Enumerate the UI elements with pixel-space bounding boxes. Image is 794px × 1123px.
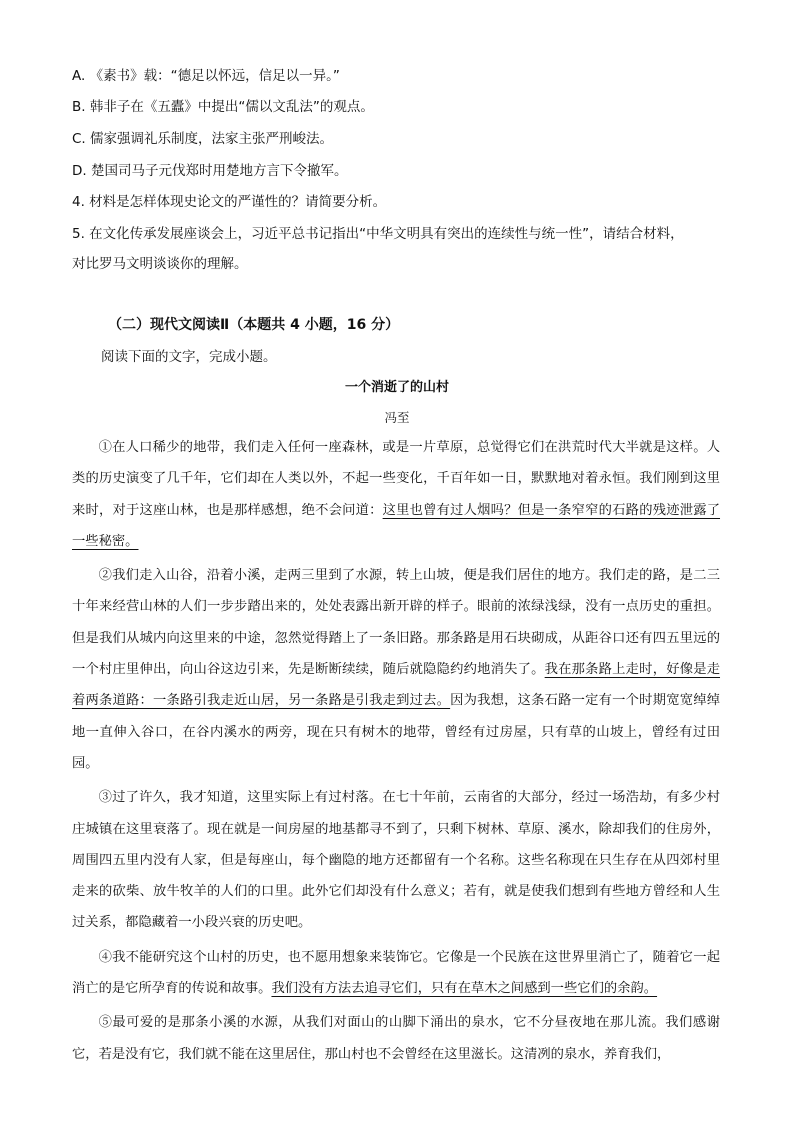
paragraph-2-text-end: 因为我想，这条石路一定有一个时期宽宽绰绰地一直伸入谷口，在谷内溪水的两旁，现在只有树木的地带，曾经有过房屋，只有草的山坡上，曾经有过田园。 [72,693,721,771]
paragraph-5: ⑤最可爱的是那条小溪的水源，从我们对面山的山脚下涌出的泉水，它不分昼夜地在那儿流。我们感谢它，若是没有它，我们就不能在这里居住，那山村也不会曾经在这里滋长。这清冽的泉水，养育我们， [72,1015,720,1062]
paragraph-2 [72,560,720,779]
underlined-sentence-2: 我在那条路上走时，好像是走着两条道路：一条路引我走近山居，另一条路是引我走到过去。 [72,662,721,709]
section-heading: （二）现代文阅读Ⅱ（本题共 4 小题，16 分） [108,317,400,333]
article-author: 冯至 [384,410,410,425]
question-4: 4. 材料是怎样体现史论文的严谨性的？请简要分析。 [72,194,387,210]
underlined-sentence-3: 我们没有方法去追寻它们，只有在草木之间感到一些它们的余韵。 [271,981,658,997]
paragraph-4 [72,942,720,1005]
paragraph-1 [72,432,720,557]
option-b: B. 韩非子在《五蠹》中提出“儒以文乱法”的观点。 [72,99,374,115]
article-title: 一个消逝了的山村 [344,380,449,395]
paragraph-3: ③过了许久，我才知道，这里实际上有过村落。在七十年前，云南省的大部分，经过一场浩劫，有多少村庄城镇在这里衰落了。现在就是一间房屋的地基都寻不到了，只剩下树林、草原、溪水，除却我们的住房外，周围四五里内没有人家，但是每座山，每个幽隐的地方还都留有一个名称。这些名称现在只生存在从四郊村里走来的砍柴、放牛牧羊的人们的口里。此外它们却没有什么意义；若有，就是使我们想到有些地方曾经和人生过关系，都隐藏着一小段兴衰的历史吧。 [72,790,720,931]
paragraph-1-text: ①在人口稀少的地带，我们走入任何一座森林，或是一片草原，总觉得它们在洪荒时代大半就是这样。人类的历史演变了几千年，它们却在人类以外，不起一些变化，千百年如一日，默默地对着永恒。我们刚到这里来时，对于这座山林，也是那样感想，绝不会问道： [72,440,720,518]
reading-instruction: 阅读下面的文字，完成小题。 [101,349,277,365]
underlined-sentence-1: 这里也曾有过人烟吗？但是一条窄窄的石路的残迹泄露了一些秘密。 [72,502,721,549]
paragraph-4-text: ④我不能研究这个山村的历史，也不愿用想象来装饰它。它像是一个民族在这世界里消亡了，随着它一起消亡的是它所孕育的传说和故事。 [72,949,720,997]
option-d: D. 楚国司马子元伐郑时用楚地方言下令撤军。 [72,163,348,179]
article-body [72,432,720,1070]
option-a: A. 《素书》载：“德足以怀远，信足以一异。” [72,68,340,84]
option-c: C. 儒家强调礼乐制度，法家主张严刑峻法。 [72,131,334,147]
question-5-line-2: 对比罗马文明谈谈你的理解。 [72,256,248,272]
paragraph-2-text: ②我们走入山谷，沿着小溪，走两三里到了水源，转上山坡，便是我们居住的地方。我们走的路，是二三十年来经营山林的人们一步步踏出来的，处处表露出新开辟的样子。眼前的浓绿浅绿，没有一点历史的重担。但是我们从城内向这里来的中途，忽然觉得踏上了一条旧路。那条路是用石块砌成，从距谷口还有四五里远的一个村庄里伸出，向山谷这边引来，先是断断续续，随后就隐隐约约地消失了。 [72,568,720,678]
question-5-line-1: 5. 在文化传承发展座谈会上，习近平总书记指出“中华文明具有突出的连续性与统一性”，请结合材料， [72,226,684,242]
